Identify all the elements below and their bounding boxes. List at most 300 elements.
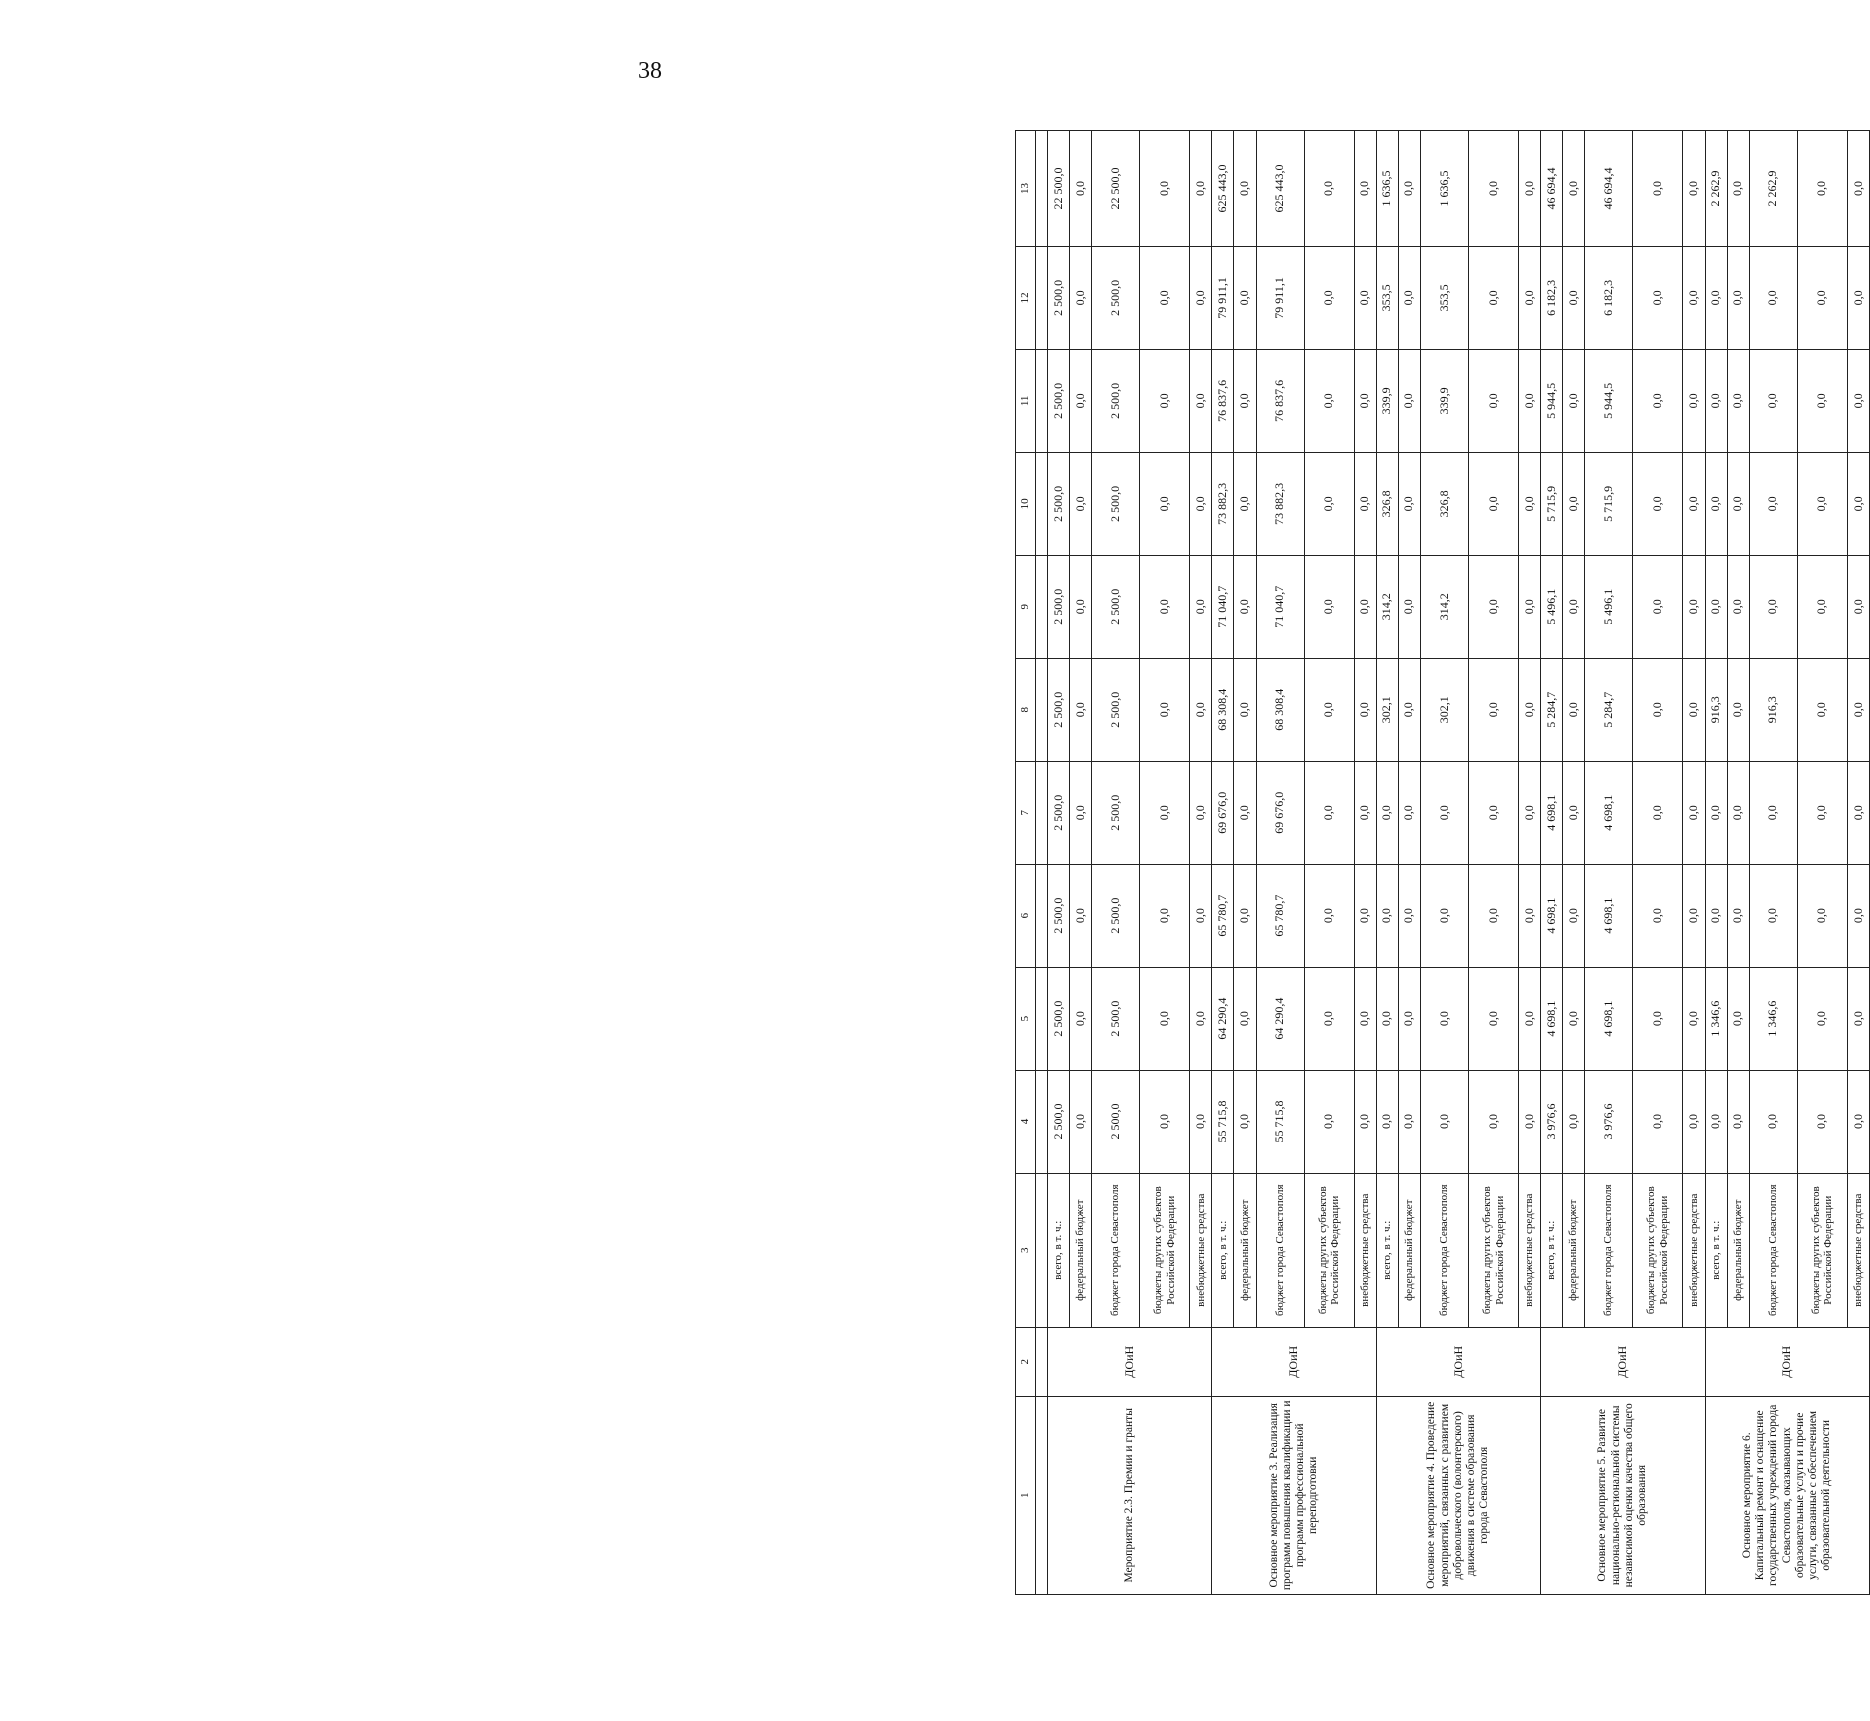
amount-cell: 0,0 (1354, 131, 1376, 247)
funding-source: бюджет города Севастополя (1420, 1173, 1468, 1327)
amount-cell: 3 976,6 (1585, 1070, 1633, 1173)
amount-cell: 0,0 (1468, 246, 1518, 349)
amount-cell: 76 837,6 (1212, 349, 1234, 452)
column-number: 8 (1016, 658, 1036, 761)
column-number-row (1016, 131, 1036, 1595)
funding-source: бюджет города Севастополя (1585, 1173, 1633, 1327)
amount-cell: 0,0 (1140, 761, 1190, 864)
amount-cell: 0,0 (1847, 967, 1869, 1070)
amount-cell: 0,0 (1847, 1070, 1869, 1173)
amount-cell: 0,0 (1376, 967, 1398, 1070)
amount-cell: 0,0 (1070, 967, 1092, 1070)
amount-cell: 0,0 (1354, 864, 1376, 967)
column-number: 10 (1016, 452, 1036, 555)
amount-cell: 0,0 (1749, 246, 1797, 349)
amount-cell: 0,0 (1749, 1070, 1797, 1173)
amount-cell: 79 911,1 (1212, 246, 1234, 349)
amount-cell: 0,0 (1420, 967, 1468, 1070)
spacer-cell (1036, 452, 1048, 555)
column-number: 12 (1016, 246, 1036, 349)
amount-cell: 916,3 (1749, 658, 1797, 761)
amount-cell: 0,0 (1797, 349, 1847, 452)
amount-cell: 0,0 (1304, 452, 1354, 555)
amount-cell: 22 500,0 (1048, 131, 1070, 247)
amount-cell: 0,0 (1797, 131, 1847, 247)
amount-cell: 0,0 (1190, 864, 1212, 967)
column-number: 11 (1016, 349, 1036, 452)
funding-source: бюджет города Севастополя (1092, 1173, 1140, 1327)
amount-cell: 0,0 (1140, 967, 1190, 1070)
amount-cell: 55 715,8 (1256, 1070, 1304, 1173)
amount-cell: 0,0 (1633, 864, 1683, 967)
amount-cell: 2 500,0 (1048, 761, 1070, 864)
amount-cell: 3 976,6 (1541, 1070, 1563, 1173)
amount-cell: 0,0 (1398, 761, 1420, 864)
column-number: 5 (1016, 967, 1036, 1070)
amount-cell: 0,0 (1234, 1070, 1256, 1173)
funding-source: федеральный бюджет (1234, 1173, 1256, 1327)
amount-cell: 0,0 (1354, 1070, 1376, 1173)
amount-cell: 0,0 (1398, 555, 1420, 658)
amount-cell: 0,0 (1376, 761, 1398, 864)
amount-cell: 0,0 (1633, 452, 1683, 555)
amount-cell: 0,0 (1683, 131, 1705, 247)
funding-source: федеральный бюджет (1563, 1173, 1585, 1327)
amount-cell: 0,0 (1683, 761, 1705, 864)
amount-cell: 0,0 (1190, 761, 1212, 864)
amount-cell: 2 500,0 (1092, 1070, 1140, 1173)
amount-cell: 0,0 (1354, 452, 1376, 555)
funding-source: всего, в т. ч.: (1048, 1173, 1070, 1327)
amount-cell: 0,0 (1705, 761, 1727, 864)
amount-cell: 0,0 (1727, 658, 1749, 761)
amount-cell: 1 636,5 (1420, 131, 1468, 247)
amount-cell: 0,0 (1398, 246, 1420, 349)
amount-cell: 0,0 (1070, 761, 1092, 864)
funding-source: федеральный бюджет (1398, 1173, 1420, 1327)
event-name: Основное мероприятие 5. Развитие национально-региональной системы независимой оценки качества общего образования (1541, 1396, 1705, 1594)
amount-cell: 6 182,3 (1585, 246, 1633, 349)
amount-cell: 0,0 (1683, 658, 1705, 761)
funding-source: бюджеты других субъектов Российской Федерации (1140, 1173, 1190, 1327)
amount-cell: 2 500,0 (1048, 349, 1070, 452)
amount-cell: 64 290,4 (1212, 967, 1234, 1070)
column-number: 13 (1016, 131, 1036, 247)
spacer-cell (1036, 761, 1048, 864)
amount-cell: 0,0 (1354, 761, 1376, 864)
funding-source: внебюджетные средства (1190, 1173, 1212, 1327)
funding-source: бюджет города Севастополя (1256, 1173, 1304, 1327)
amount-cell: 0,0 (1304, 761, 1354, 864)
amount-cell: 0,0 (1190, 658, 1212, 761)
amount-cell: 0,0 (1234, 864, 1256, 967)
funding-source: всего, в т. ч.: (1212, 1173, 1234, 1327)
amount-cell: 0,0 (1468, 452, 1518, 555)
amount-cell: 5 284,7 (1541, 658, 1563, 761)
amount-cell: 0,0 (1468, 1070, 1518, 1173)
amount-cell: 0,0 (1420, 1070, 1468, 1173)
amount-cell: 0,0 (1705, 864, 1727, 967)
amount-cell: 0,0 (1727, 555, 1749, 658)
amount-cell: 0,0 (1304, 131, 1354, 247)
column-number: 6 (1016, 864, 1036, 967)
amount-cell: 0,0 (1563, 1070, 1585, 1173)
amount-cell: 0,0 (1190, 967, 1212, 1070)
event-name: Основное мероприятие 6. Капитальный ремонт и оснащение государственных учреждений города Севастополя, оказывающих образовательные услуги и прочие услуги, связанные с обеспечением образовательной деятельности (1705, 1396, 1870, 1594)
amount-cell: 69 676,0 (1212, 761, 1234, 864)
amount-cell: 0,0 (1727, 349, 1749, 452)
amount-cell: 0,0 (1304, 349, 1354, 452)
amount-cell: 0,0 (1683, 349, 1705, 452)
amount-cell: 0,0 (1797, 452, 1847, 555)
funding-source: федеральный бюджет (1070, 1173, 1092, 1327)
page-number: 38 (638, 58, 662, 84)
table-row (1212, 131, 1234, 1595)
amount-cell: 2 500,0 (1048, 864, 1070, 967)
amount-cell: 0,0 (1190, 246, 1212, 349)
amount-cell: 0,0 (1519, 131, 1541, 247)
amount-cell: 0,0 (1398, 1070, 1420, 1173)
spacer-cell (1036, 1070, 1048, 1173)
amount-cell: 0,0 (1727, 1070, 1749, 1173)
funding-source: бюджеты других субъектов Российской Федерации (1468, 1173, 1518, 1327)
spacer-cell (1036, 555, 1048, 658)
amount-cell: 22 500,0 (1092, 131, 1140, 247)
amount-cell: 0,0 (1519, 967, 1541, 1070)
amount-cell: 302,1 (1420, 658, 1468, 761)
amount-cell: 0,0 (1070, 131, 1092, 247)
amount-cell: 0,0 (1683, 555, 1705, 658)
event-name: Основное мероприятие 4. Проведение мероприятий, связанных с развитием добровольческого (волонтерского) движения в системе образования города Севастополя (1376, 1396, 1540, 1594)
amount-cell: 2 500,0 (1092, 761, 1140, 864)
amount-cell: 0,0 (1847, 658, 1869, 761)
amount-cell: 0,0 (1633, 246, 1683, 349)
amount-cell: 0,0 (1140, 349, 1190, 452)
table-row (1376, 131, 1398, 1595)
amount-cell: 73 882,3 (1212, 452, 1234, 555)
amount-cell: 0,0 (1234, 452, 1256, 555)
amount-cell: 0,0 (1563, 131, 1585, 247)
amount-cell: 0,0 (1633, 1070, 1683, 1173)
amount-cell: 0,0 (1304, 246, 1354, 349)
amount-cell: 2 500,0 (1092, 246, 1140, 349)
amount-cell: 0,0 (1140, 452, 1190, 555)
amount-cell: 0,0 (1563, 658, 1585, 761)
amount-cell: 79 911,1 (1256, 246, 1304, 349)
column-number: 4 (1016, 1070, 1036, 1173)
amount-cell: 0,0 (1705, 1070, 1727, 1173)
amount-cell: 0,0 (1398, 658, 1420, 761)
amount-cell: 2 500,0 (1092, 864, 1140, 967)
amount-cell: 0,0 (1398, 967, 1420, 1070)
amount-cell: 0,0 (1563, 967, 1585, 1070)
amount-cell: 0,0 (1190, 1070, 1212, 1173)
amount-cell: 0,0 (1354, 658, 1376, 761)
amount-cell: 0,0 (1633, 131, 1683, 247)
amount-cell: 0,0 (1797, 246, 1847, 349)
amount-cell: 2 500,0 (1048, 555, 1070, 658)
amount-cell: 0,0 (1705, 246, 1727, 349)
amount-cell: 0,0 (1190, 452, 1212, 555)
amount-cell: 0,0 (1070, 349, 1092, 452)
amount-cell: 0,0 (1468, 658, 1518, 761)
executor: ДОиН (1376, 1327, 1540, 1396)
amount-cell: 0,0 (1519, 1070, 1541, 1173)
column-number: 3 (1016, 1173, 1036, 1327)
amount-cell: 6 182,3 (1541, 246, 1563, 349)
amount-cell: 339,9 (1420, 349, 1468, 452)
amount-cell: 0,0 (1847, 864, 1869, 967)
spacer-cell (1036, 1396, 1048, 1594)
amount-cell: 2 500,0 (1092, 555, 1140, 658)
amount-cell: 5 715,9 (1541, 452, 1563, 555)
amount-cell: 0,0 (1563, 246, 1585, 349)
amount-cell: 0,0 (1354, 555, 1376, 658)
amount-cell: 0,0 (1070, 658, 1092, 761)
amount-cell: 326,8 (1376, 452, 1398, 555)
amount-cell: 69 676,0 (1256, 761, 1304, 864)
amount-cell: 2 500,0 (1048, 1070, 1070, 1173)
amount-cell: 0,0 (1398, 452, 1420, 555)
amount-cell: 73 882,3 (1256, 452, 1304, 555)
amount-cell: 2 500,0 (1048, 452, 1070, 555)
amount-cell: 0,0 (1190, 131, 1212, 247)
amount-cell: 68 308,4 (1256, 658, 1304, 761)
amount-cell: 0,0 (1376, 1070, 1398, 1173)
amount-cell: 0,0 (1727, 967, 1749, 1070)
amount-cell: 0,0 (1633, 761, 1683, 864)
amount-cell: 2 500,0 (1092, 452, 1140, 555)
amount-cell: 0,0 (1234, 967, 1256, 1070)
amount-cell: 2 500,0 (1048, 967, 1070, 1070)
amount-cell: 0,0 (1234, 555, 1256, 658)
funding-source: всего, в т. ч.: (1376, 1173, 1398, 1327)
funding-source: всего, в т. ч.: (1705, 1173, 1727, 1327)
amount-cell: 2 500,0 (1092, 658, 1140, 761)
amount-cell: 0,0 (1683, 1070, 1705, 1173)
amount-cell: 0,0 (1683, 452, 1705, 555)
spacer-cell (1036, 131, 1048, 247)
amount-cell: 1 636,5 (1376, 131, 1398, 247)
amount-cell: 0,0 (1563, 452, 1585, 555)
amount-cell: 5 944,5 (1585, 349, 1633, 452)
amount-cell: 0,0 (1727, 761, 1749, 864)
amount-cell: 0,0 (1705, 452, 1727, 555)
amount-cell: 5 715,9 (1585, 452, 1633, 555)
amount-cell: 71 040,7 (1256, 555, 1304, 658)
amount-cell: 0,0 (1847, 246, 1869, 349)
amount-cell: 0,0 (1234, 131, 1256, 247)
amount-cell: 2 262,9 (1705, 131, 1727, 247)
amount-cell: 0,0 (1468, 555, 1518, 658)
amount-cell: 5 944,5 (1541, 349, 1563, 452)
amount-cell: 55 715,8 (1212, 1070, 1234, 1173)
amount-cell: 0,0 (1234, 246, 1256, 349)
amount-cell: 0,0 (1354, 349, 1376, 452)
amount-cell: 0,0 (1354, 246, 1376, 349)
amount-cell: 0,0 (1519, 349, 1541, 452)
amount-cell: 0,0 (1354, 967, 1376, 1070)
executor: ДОиН (1705, 1327, 1870, 1396)
amount-cell: 4 698,1 (1541, 967, 1563, 1070)
amount-cell: 326,8 (1420, 452, 1468, 555)
amount-cell: 0,0 (1749, 864, 1797, 967)
amount-cell: 0,0 (1633, 349, 1683, 452)
amount-cell: 0,0 (1749, 555, 1797, 658)
amount-cell: 4 698,1 (1585, 761, 1633, 864)
amount-cell: 0,0 (1304, 967, 1354, 1070)
amount-cell: 0,0 (1519, 452, 1541, 555)
amount-cell: 0,0 (1468, 761, 1518, 864)
table-row (1541, 131, 1563, 1595)
spacer-cell (1036, 1327, 1048, 1396)
amount-cell: 5 284,7 (1585, 658, 1633, 761)
amount-cell: 2 500,0 (1092, 967, 1140, 1070)
amount-cell: 65 780,7 (1256, 864, 1304, 967)
amount-cell: 0,0 (1190, 349, 1212, 452)
amount-cell: 0,0 (1633, 555, 1683, 658)
amount-cell: 0,0 (1398, 349, 1420, 452)
amount-cell: 0,0 (1797, 864, 1847, 967)
amount-cell: 46 694,4 (1585, 131, 1633, 247)
amount-cell: 0,0 (1304, 1070, 1354, 1173)
amount-cell: 0,0 (1727, 864, 1749, 967)
amount-cell: 64 290,4 (1256, 967, 1304, 1070)
column-number: 1 (1016, 1396, 1036, 1594)
amount-cell: 0,0 (1563, 761, 1585, 864)
amount-cell: 0,0 (1420, 864, 1468, 967)
amount-cell: 0,0 (1797, 967, 1847, 1070)
amount-cell: 0,0 (1519, 555, 1541, 658)
spacer-row (1036, 131, 1048, 1595)
amount-cell: 0,0 (1727, 246, 1749, 349)
amount-cell: 0,0 (1468, 864, 1518, 967)
amount-cell: 0,0 (1519, 658, 1541, 761)
amount-cell: 5 496,1 (1541, 555, 1563, 658)
amount-cell: 0,0 (1563, 349, 1585, 452)
funding-source: внебюджетные средства (1519, 1173, 1541, 1327)
amount-cell: 0,0 (1519, 864, 1541, 967)
amount-cell: 0,0 (1304, 658, 1354, 761)
amount-cell: 0,0 (1797, 1070, 1847, 1173)
amount-cell: 65 780,7 (1212, 864, 1234, 967)
amount-cell: 0,0 (1140, 246, 1190, 349)
amount-cell: 0,0 (1070, 555, 1092, 658)
amount-cell: 0,0 (1190, 555, 1212, 658)
amount-cell: 46 694,4 (1541, 131, 1563, 247)
spacer-cell (1036, 1173, 1048, 1327)
amount-cell: 0,0 (1683, 864, 1705, 967)
event-name: Мероприятие 2.3. Премии и гранты (1048, 1396, 1212, 1594)
funding-source: бюджеты других субъектов Российской Федерации (1304, 1173, 1354, 1327)
amount-cell: 76 837,6 (1256, 349, 1304, 452)
amount-cell: 0,0 (1140, 555, 1190, 658)
amount-cell: 4 698,1 (1585, 864, 1633, 967)
amount-cell: 916,3 (1705, 658, 1727, 761)
funding-source: внебюджетные средства (1847, 1173, 1869, 1327)
amount-cell: 0,0 (1633, 658, 1683, 761)
amount-cell: 0,0 (1140, 864, 1190, 967)
amount-cell: 0,0 (1234, 761, 1256, 864)
spacer-cell (1036, 967, 1048, 1070)
amount-cell: 4 698,1 (1585, 967, 1633, 1070)
amount-cell: 0,0 (1727, 452, 1749, 555)
amount-cell: 4 698,1 (1541, 761, 1563, 864)
amount-cell: 0,0 (1797, 555, 1847, 658)
amount-cell: 0,0 (1140, 658, 1190, 761)
amount-cell: 4 698,1 (1541, 864, 1563, 967)
amount-cell: 0,0 (1847, 555, 1869, 658)
amount-cell: 0,0 (1070, 864, 1092, 967)
funding-source: внебюджетные средства (1683, 1173, 1705, 1327)
amount-cell: 0,0 (1797, 761, 1847, 864)
funding-source: бюджеты других субъектов Российской Федерации (1797, 1173, 1847, 1327)
amount-cell: 0,0 (1420, 761, 1468, 864)
amount-cell: 2 500,0 (1048, 246, 1070, 349)
amount-cell: 0,0 (1070, 246, 1092, 349)
amount-cell: 2 500,0 (1048, 658, 1070, 761)
amount-cell: 0,0 (1304, 555, 1354, 658)
amount-cell: 0,0 (1468, 967, 1518, 1070)
amount-cell: 71 040,7 (1212, 555, 1234, 658)
amount-cell: 0,0 (1847, 452, 1869, 555)
amount-cell: 0,0 (1398, 864, 1420, 967)
amount-cell: 353,5 (1376, 246, 1398, 349)
budget-table (1015, 130, 1870, 1595)
spacer-cell (1036, 864, 1048, 967)
funding-source: федеральный бюджет (1727, 1173, 1749, 1327)
spacer-cell (1036, 658, 1048, 761)
amount-cell: 0,0 (1563, 864, 1585, 967)
amount-cell: 0,0 (1234, 658, 1256, 761)
amount-cell: 0,0 (1749, 349, 1797, 452)
rotated-table-container (1015, 130, 1870, 1595)
amount-cell: 0,0 (1797, 658, 1847, 761)
amount-cell: 1 346,6 (1749, 967, 1797, 1070)
amount-cell: 5 496,1 (1585, 555, 1633, 658)
amount-cell: 0,0 (1398, 131, 1420, 247)
amount-cell: 0,0 (1749, 761, 1797, 864)
amount-cell: 0,0 (1683, 246, 1705, 349)
amount-cell: 0,0 (1468, 349, 1518, 452)
amount-cell: 339,9 (1376, 349, 1398, 452)
amount-cell: 625 443,0 (1256, 131, 1304, 247)
amount-cell: 0,0 (1749, 452, 1797, 555)
amount-cell: 2 500,0 (1092, 349, 1140, 452)
amount-cell: 0,0 (1705, 349, 1727, 452)
amount-cell: 0,0 (1376, 864, 1398, 967)
amount-cell: 0,0 (1563, 555, 1585, 658)
amount-cell: 353,5 (1420, 246, 1468, 349)
spacer-cell (1036, 246, 1048, 349)
amount-cell: 0,0 (1847, 761, 1869, 864)
amount-cell: 302,1 (1376, 658, 1398, 761)
amount-cell: 0,0 (1727, 131, 1749, 247)
column-number: 7 (1016, 761, 1036, 864)
column-number: 9 (1016, 555, 1036, 658)
amount-cell: 0,0 (1070, 452, 1092, 555)
executor: ДОиН (1048, 1327, 1212, 1396)
spacer-cell (1036, 349, 1048, 452)
amount-cell: 0,0 (1683, 967, 1705, 1070)
table-row (1048, 131, 1070, 1595)
event-name: Основное мероприятие 3. Реализация программ повышения квалификации и программ профессиональной переподготовки (1212, 1396, 1376, 1594)
funding-source: бюджет города Севастополя (1749, 1173, 1797, 1327)
amount-cell: 0,0 (1847, 131, 1869, 247)
column-number: 2 (1016, 1327, 1036, 1396)
amount-cell: 0,0 (1705, 555, 1727, 658)
funding-source: всего, в т. ч.: (1541, 1173, 1563, 1327)
